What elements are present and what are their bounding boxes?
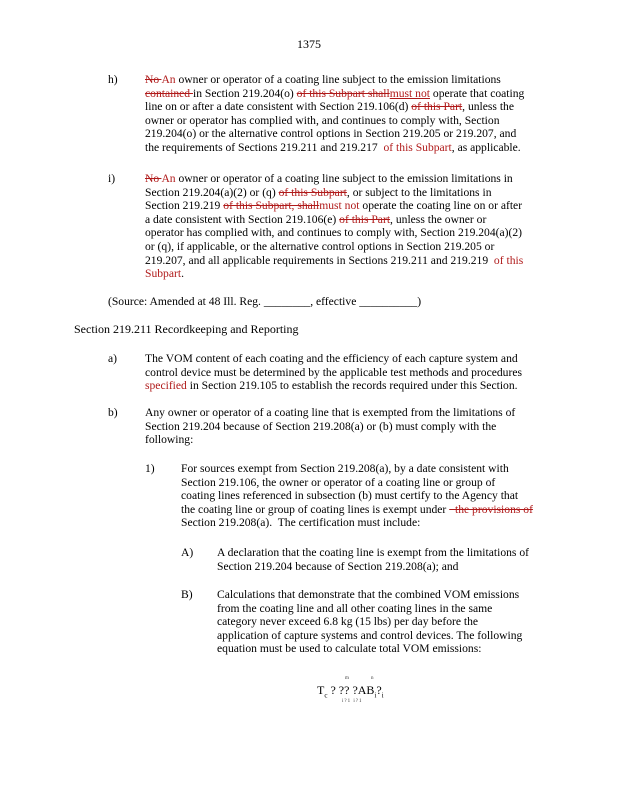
text-line — [217, 560, 577, 574]
deleted-text: the provisions of — [449, 502, 533, 516]
inserted-text: of this — [491, 253, 524, 267]
text-segment: 219.204(o) or the alternative control options in Section 219.205 or 219.207, and — [145, 127, 517, 141]
inserted-text: must not — [389, 86, 430, 100]
equation-sum-top-m: m — [345, 676, 349, 681]
source-note: (Source: Amended at 48 Ill. Reg. ________, effective __________) — [108, 295, 422, 308]
paragraph-b1 — [181, 462, 571, 530]
text-line — [145, 114, 565, 128]
text-segment: operate the coating line on or after — [359, 199, 523, 213]
equation-sum-top-n: n — [371, 676, 374, 681]
text-line — [181, 462, 571, 476]
text-segment: a date consistent with Section 219.106(e) — [145, 212, 340, 226]
paragraph-bB — [217, 588, 577, 656]
text-line — [217, 615, 577, 629]
text-segment: category never exceed 6.8 kg (15 lbs) per day before the — [217, 615, 479, 629]
text-line — [145, 420, 565, 434]
inserted-text: specified — [145, 379, 187, 393]
text-line — [145, 199, 565, 213]
text-segment: Section 219.204 because of Section 219.208(a) or (b) must comply with the — [145, 419, 497, 433]
item-label-b1: 1) — [145, 462, 155, 475]
text-segment: in Section 219.204(o) — [192, 86, 297, 100]
text-line — [145, 366, 565, 380]
inserted-text: must not — [319, 199, 360, 213]
text-line — [181, 516, 571, 530]
equation-sum-bottom: i?1 i?1 — [342, 699, 363, 704]
text-segment: Section 219.106, the owner or operator of a coating line or group of — [181, 475, 496, 489]
text-line — [145, 141, 565, 155]
text-line — [145, 406, 565, 420]
text-line — [181, 503, 571, 517]
text-segment: from the coating line and all other coating lines in the same — [217, 601, 493, 615]
page-number: 1375 — [297, 37, 321, 51]
item-label-bB: B) — [181, 588, 193, 601]
text-line — [145, 267, 565, 281]
text-segment: Section 219.208(a). The certification must include: — [181, 516, 421, 530]
text-line — [217, 546, 577, 560]
item-label-h: h) — [108, 73, 118, 86]
text-segment: Section 219.204 because of Section 219.208(a); and — [217, 559, 459, 573]
inserted-text: of this Subpart — [380, 140, 452, 154]
text-line — [145, 172, 565, 186]
text-segment: operator has complied with, and continues to comply with, Section 219.204(a)(2) — [145, 226, 523, 240]
text-segment: or (q), if applicable, or the alternative control options in Section 219.205 or — [145, 239, 495, 253]
text-segment: Calculations that demonstrate that the combined VOM emissions — [217, 588, 520, 601]
text-segment: , as applicable. — [451, 140, 521, 154]
text-line — [217, 629, 577, 643]
text-segment: , unless the owner or — [390, 212, 487, 226]
text-segment: Section 219.219 — [145, 199, 224, 213]
text-line — [145, 100, 565, 114]
text-line — [217, 602, 577, 616]
paragraph-h — [145, 73, 565, 155]
text-line — [145, 186, 565, 200]
text-segment: equation must be used to calculate total VOM emissions: — [217, 642, 482, 656]
text-segment: Section 219.204(a)(2) or (q) — [145, 185, 279, 199]
paragraph-a — [145, 352, 565, 393]
text-segment: For sources exempt from Section 219.208(a), by a date consistent with — [181, 462, 509, 475]
text-segment: following: — [145, 433, 194, 447]
deleted-text: of this Part — [411, 100, 463, 114]
item-label-bA: A) — [181, 546, 194, 559]
deleted-text: No — [145, 172, 162, 185]
text-segment: control device must be determined by the applicable test methods and procedures — [145, 365, 522, 379]
inserted-text: An — [161, 73, 176, 86]
text-segment: in Section 219.105 to establish the records required under this Section. — [186, 379, 518, 393]
deleted-text: of this Subpart — [278, 185, 347, 199]
text-line — [145, 254, 565, 268]
text-segment: A declaration that the coating line is exempt from the limitations of — [217, 546, 529, 559]
deleted-text: of this Subpart shall — [296, 86, 390, 100]
item-label-a: a) — [108, 352, 118, 365]
text-line — [145, 213, 565, 227]
text-segment: owner or operator of a coating line subject to the emission limitations in — [175, 172, 513, 185]
deleted-text: of this Subpart, shall — [223, 199, 320, 213]
text-line — [145, 240, 565, 254]
text-line — [145, 433, 565, 447]
text-line — [181, 476, 571, 490]
item-label-b: b) — [108, 406, 118, 419]
paragraph-bA — [217, 546, 577, 573]
text-line — [145, 352, 565, 366]
deleted-text: contained — [145, 86, 193, 100]
deleted-text: of this Part — [339, 212, 391, 226]
text-line — [145, 379, 565, 393]
text-line — [145, 87, 565, 101]
equation-t: $T_c$ ? ?? $?AB_i?_i$ — [317, 683, 384, 700]
deleted-text: No — [145, 73, 162, 86]
item-label-i: i) — [108, 172, 116, 185]
text-line — [217, 642, 577, 656]
text-segment: Any owner or operator of a coating line that is exempted from the limitations of — [145, 406, 516, 419]
text-line — [145, 73, 565, 87]
text-segment: , or subject to the limitations in — [346, 185, 492, 199]
paragraph-b — [145, 406, 565, 447]
text-segment: owner or operator of a coating line subject to the emission limitations — [175, 73, 501, 86]
text-segment: the requirements of Sections 219.211 and 219.217 — [145, 140, 381, 154]
text-line — [217, 588, 577, 602]
text-segment: coating lines referenced in subsection (b) must certify to the Agency that — [181, 489, 519, 503]
text-segment: the coating line or group of coating lines is exempt under — [181, 502, 450, 516]
text-segment: , unless the — [462, 100, 514, 114]
text-segment: line on or after a date consistent with Section 219.106(d) — [145, 100, 412, 114]
text-segment: . — [181, 267, 184, 281]
inserted-text: Subpart — [145, 267, 182, 281]
text-line — [145, 226, 565, 240]
text-segment: application of capture systems and control devices. The following — [217, 628, 523, 642]
paragraph-i — [145, 172, 565, 281]
text-segment: The VOM content of each coating and the efficiency of each capture system and — [145, 352, 518, 365]
inserted-text: An — [161, 172, 176, 185]
text-segment: operate that coating — [430, 86, 525, 100]
text-line — [145, 127, 565, 141]
text-segment: owner or operator has complied with, and continues to comply with, Section — [145, 113, 500, 127]
text-line — [181, 489, 571, 503]
text-segment: 219.207, and all applicable requirements in Sections 219.211 and 219.219 — [145, 253, 492, 267]
section-heading: Section 219.211 Recordkeeping and Reporting — [74, 322, 299, 336]
